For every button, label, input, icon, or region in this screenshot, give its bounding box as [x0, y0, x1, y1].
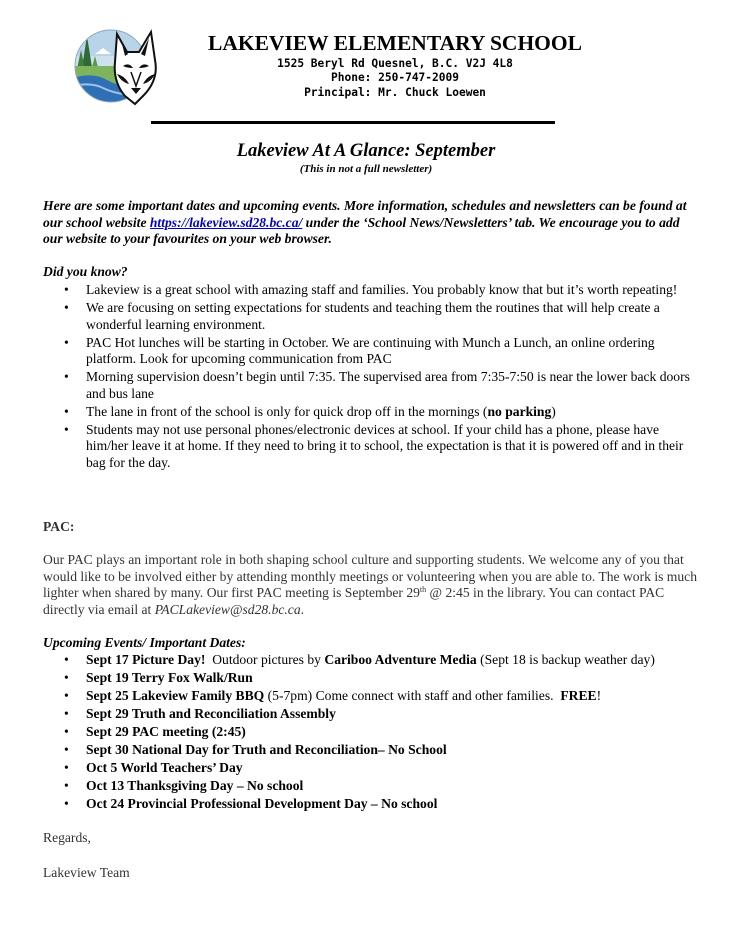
- pac-heading: PAC:: [43, 519, 75, 534]
- event-item: • Sept 19 Terry Fox Walk/Run: [64, 670, 253, 685]
- list-item: • Students may not use personal phones/electronic devices at school. If your child has a phone, please have him/her leave it at home. If they need to bring it to school, the expectation is that it is powered off and in their bag for the day.: [64, 421, 684, 470]
- school-logo: [73, 26, 161, 106]
- list-item: • PAC Hot lunches will be starting in October. We are continuing with Munch a Lunch, an online ordering platform. Look for upcoming communication from PAC: [64, 334, 655, 366]
- bullet-icon: •: [64, 688, 69, 703]
- list-item: • We are focusing on setting expectations for students and teaching them the routines that will help create a wonderful learning environment.: [64, 300, 660, 332]
- page-title: Lakeview At A Glance: September: [236, 141, 496, 161]
- bullet-icon: •: [64, 724, 69, 739]
- list-item: • The lane in front of the school is only for quick drop off in the mornings (no parking): [64, 403, 556, 419]
- bullet-icon: •: [64, 403, 69, 419]
- list-item: • Morning supervision doesn’t begin until 7:35. The supervised area from 7:35-7:50 is near the lower back doors and bus lane: [64, 369, 690, 401]
- event-item: • Oct 24 Provincial Professional Development Day – No school: [64, 796, 438, 811]
- school-principal: Principal: Mr. Chuck Loewen: [304, 86, 486, 99]
- bullet-icon: •: [64, 369, 69, 384]
- did-you-know-list: [43, 282, 703, 473]
- event-item: • Sept 29 Truth and Reconciliation Assembly: [64, 706, 336, 721]
- bullet-icon: •: [64, 742, 69, 757]
- intro-paragraph: [43, 198, 693, 248]
- events-heading: Upcoming Events/ Important Dates:: [43, 635, 246, 650]
- closing-signature: Lakeview Team: [43, 865, 130, 880]
- list-item: • Lakeview is a great school with amazing staff and families. You probably know that but it’s worth repeating!: [64, 282, 678, 297]
- school-address: 1525 Beryl Rd Quesnel, B.C. V2J 4L8: [277, 57, 513, 70]
- page-subtitle: (This in not a full newsletter): [299, 163, 433, 175]
- bullet-icon: •: [64, 778, 69, 793]
- school-phone: Phone: 250-747-2009: [331, 71, 459, 84]
- pac-email[interactable]: PACLakeview@sd28.bc.ca: [154, 602, 301, 618]
- bullet-icon: •: [64, 796, 69, 811]
- closing-regards: Regards,: [43, 830, 91, 845]
- bullet-icon: •: [64, 282, 69, 297]
- bullet-icon: •: [64, 670, 69, 685]
- event-item: • Sept 17 Picture Day! Outdoor pictures by Cariboo Adventure Media (Sept 18 is backup weather day): [64, 652, 655, 667]
- event-item: • Oct 13 Thanksgiving Day – No school: [64, 778, 304, 793]
- event-item: • Sept 30 National Day for Truth and Reconciliation– No School: [64, 742, 447, 757]
- intro-text: Here are some important dates and upcoming events. More information, schedules and newsletters can be found at our school website: [43, 198, 687, 230]
- school-name: LAKEVIEW ELEMENTARY SCHOOL: [208, 31, 582, 55]
- header-divider: [151, 121, 555, 124]
- intro-text-end: under the ‘School News/Newsletters’ tab. We encourage you to add our website to your favourites on your web browser.: [43, 214, 680, 247]
- bullet-icon: •: [64, 421, 69, 437]
- pac-paragraph: Our PAC plays an important role in both shaping school culture and supporting students. We welcome any of you that would like to be involved either by attending monthly meetings or volunteering when you are able to. The work is much lighter when shared by many. Our first PAC meeting is September 29th @ 2:45 in the library. You can contact PAC directly via email at PACLakeview@sd28.bc.ca.: [43, 552, 697, 618]
- wolf-lake-logo-icon: [73, 26, 161, 106]
- bullet-icon: •: [64, 300, 69, 315]
- bullet-icon: •: [64, 706, 69, 721]
- school-website-link[interactable]: https://lakeview.sd28.bc.ca/: [149, 214, 303, 230]
- event-item: • Sept 25 Lakeview Family BBQ (5-7pm) Come connect with staff and other families. FREE!: [64, 688, 602, 703]
- events-list: [43, 652, 703, 814]
- bullet-icon: •: [64, 652, 69, 667]
- bullet-icon: •: [64, 334, 69, 350]
- did-you-know-heading: Did you know?: [43, 264, 128, 279]
- bullet-icon: •: [64, 760, 69, 775]
- event-item: • Sept 29 PAC meeting (2:45): [64, 724, 246, 739]
- event-item: • Oct 5 World Teachers’ Day: [64, 760, 243, 775]
